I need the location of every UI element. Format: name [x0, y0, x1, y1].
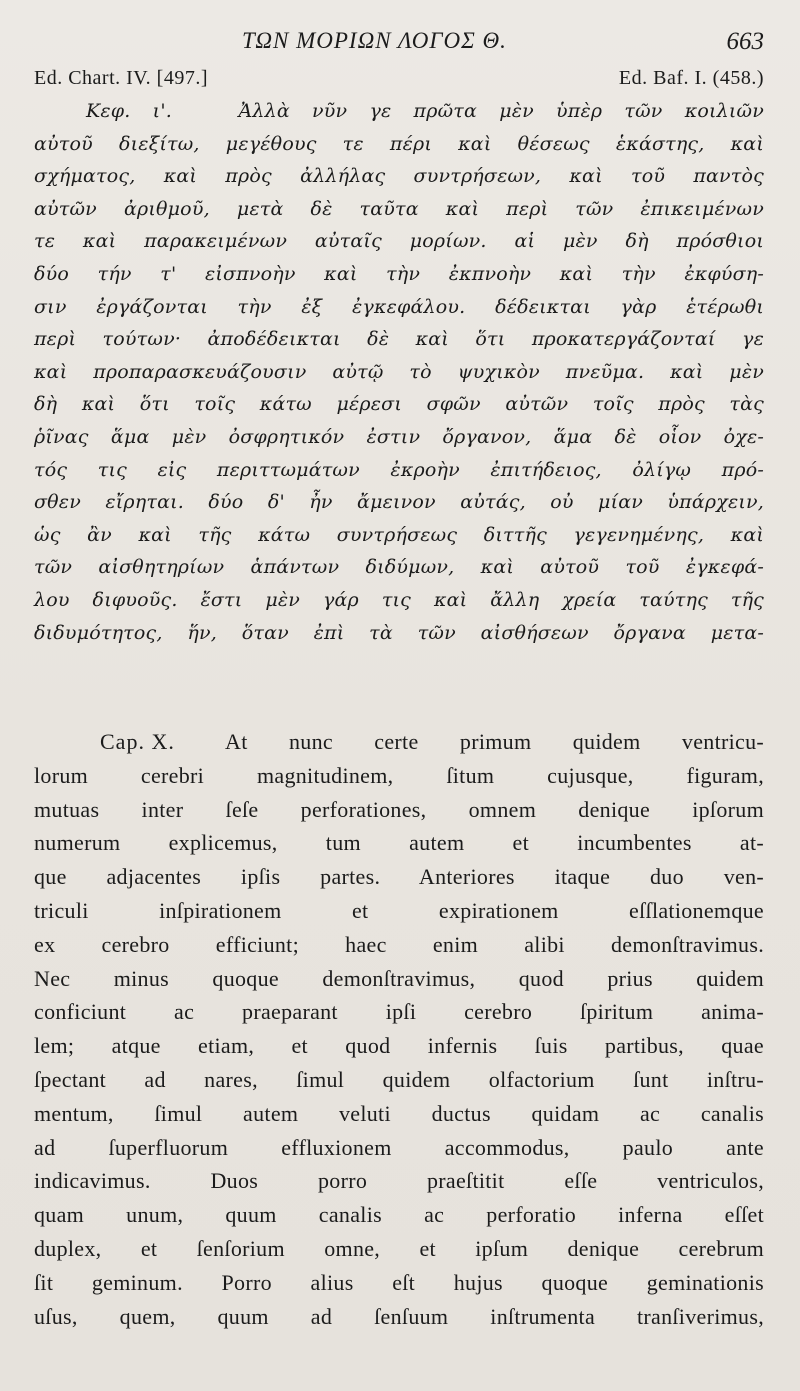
greek-text: [34, 95, 764, 649]
latin-line: quam unum, quum canalis ac perforatio inferna eſſet: [34, 1202, 764, 1228]
latin-line: lem; atque etiam, et quod infernis ſuis partibus, quae: [34, 1033, 764, 1059]
greek-line: σθεν εἴρηται. δύο δ' ἦν ἄμεινον αὐτάς, οὐ μίαν ὑπάρχειν,: [34, 491, 764, 514]
latin-line: Nec minus quoque demonſtravimus, quod prius quidem: [34, 965, 764, 991]
latin-line: mentum, ſimul autem veluti ductus quidam ac canalis: [34, 1100, 764, 1126]
running-head: [34, 24, 764, 64]
latin-text: [34, 725, 764, 1333]
edition-basel: Ed. Baf. I. (458.): [618, 67, 764, 89]
latin-line: ſpectant ad nares, ſimul quidem olfactorium ſunt inſtru-: [34, 1067, 764, 1093]
greek-line: αὐτῶν ἀριθμοῦ, μετὰ δὲ ταῦτα καὶ περὶ τῶν ἐπικειμένων: [34, 197, 764, 220]
greek-line: σιν ἐργάζονται τὴν ἐξ ἐγκεφάλου. δέδεικται γὰρ ἑτέρωθι: [34, 295, 764, 318]
greek-line: τε καὶ παρακειμένων αὐταῖς μορίων. αἱ μὲν δὴ πρόσθιοι: [34, 230, 764, 253]
greek-line: [34, 95, 764, 128]
latin-line: ſit geminum. Porro alius eſt hujus quoque geminationis: [34, 1269, 764, 1295]
greek-chapter-label: Κεφ. ι'.: [86, 100, 172, 122]
greek-line: καὶ προπαρασκευάζουσιν αὐτῷ τὸ ψυχικὸν πνεῦμα. καὶ μὲν: [34, 360, 764, 383]
latin-line: indicavimus. Duos porro praeſtitit eſſe ventriculos,: [34, 1168, 764, 1194]
greek-line: τῶν αἰσθητηρίων ἁπάντων διδύμων, καὶ αὐτοῦ τοῦ ἐγκεφά-: [34, 556, 764, 579]
running-title: ΤΩΝ ΜΟΡΙΩΝ ΛΟΓΟΣ Θ.: [242, 28, 507, 53]
greek-line: λου διφυοῦς. ἔστι μὲν γάρ τις καὶ ἄλλη χρεία ταύτης τῆς: [34, 588, 764, 611]
latin-line: numerum explicemus, tum autem et incumbentes at-: [34, 830, 764, 856]
latin-line: ad ſuperfluorum effluxionem accommodus, paulo ante: [34, 1134, 764, 1160]
latin-first-text: At nunc certe primum quidem ventricu-: [225, 729, 765, 755]
latin-line: lorum cerebri magnitudinem, ſitum cujusque, figuram,: [34, 762, 764, 788]
section-gap: [34, 649, 764, 725]
latin-chapter-label: Cap. X.: [100, 729, 175, 755]
latin-line: conficiunt ac praeparant ipſi cerebro ſpiritum anima-: [34, 999, 764, 1025]
greek-line: ὡς ἂν καὶ τῆς κάτω συντρήσεως διττῆς γεγενημένης, καὶ: [34, 523, 764, 546]
greek-line: σχήματος, καὶ πρὸς ἀλλήλας συντρήσεων, καὶ τοῦ παντὸς: [34, 165, 764, 188]
page-number: 663: [726, 28, 764, 55]
latin-line: triculi inſpirationem et expirationem eſſlationemque: [34, 898, 764, 924]
greek-line: τός τις εἰς περιττωμάτων ἐκροὴν ἐπιτήδειος, ὀλίγῳ πρό-: [34, 458, 764, 481]
edition-chartier: Ed. Chart. IV. [497.]: [34, 67, 208, 89]
greek-first-text: Ἀλλὰ νῦν γε πρῶτα μὲν ὑπὲρ τῶν κοιλιῶν: [238, 100, 764, 122]
latin-line: ex cerebro efficiunt; haec enim alibi demonſtravimus.: [34, 931, 764, 957]
greek-line: περὶ τούτων· ἀποδέδεικται δὲ καὶ ὅτι προκατεργάζονταί γε: [34, 328, 764, 351]
latin-line: que adjacentes ipſis partes. Anteriores itaque duo ven-: [34, 864, 764, 890]
latin-line: mutuas inter ſeſe perforationes, omnem denique ipſorum: [34, 796, 764, 822]
latin-line: [34, 725, 764, 759]
greek-line: ῥῖνας ἅμα μὲν ὀσφρητικόν ἐστιν ὄργανον, ἅμα δὲ οἷον ὀχε-: [34, 425, 764, 448]
greek-line: διδυμότητος, ἥν, ὅταν ἐπὶ τὰ τῶν αἰσθήσεων ὄργανα μετα-: [34, 621, 764, 644]
latin-line: uſus, quem, quum ad ſenſuum inſtrumenta tranſiverimus,: [34, 1303, 764, 1329]
edition-references: [34, 67, 764, 90]
greek-line: αὐτοῦ διεξίτω, μεγέθους τε πέρι καὶ θέσεως ἑκάστης, καὶ: [34, 132, 764, 155]
greek-line: δὴ καὶ ὅτι τοῖς κάτω μέρεσι σφῶν αὐτῶν τοῖς πρὸς τὰς: [34, 393, 764, 416]
latin-line: duplex, et ſenſorium omne, et ipſum denique cerebrum: [34, 1236, 764, 1262]
greek-line: δύο τήν τ' εἰσπνοὴν καὶ τὴν ἐκπνοὴν καὶ τὴν ἐκφύση-: [34, 262, 764, 285]
